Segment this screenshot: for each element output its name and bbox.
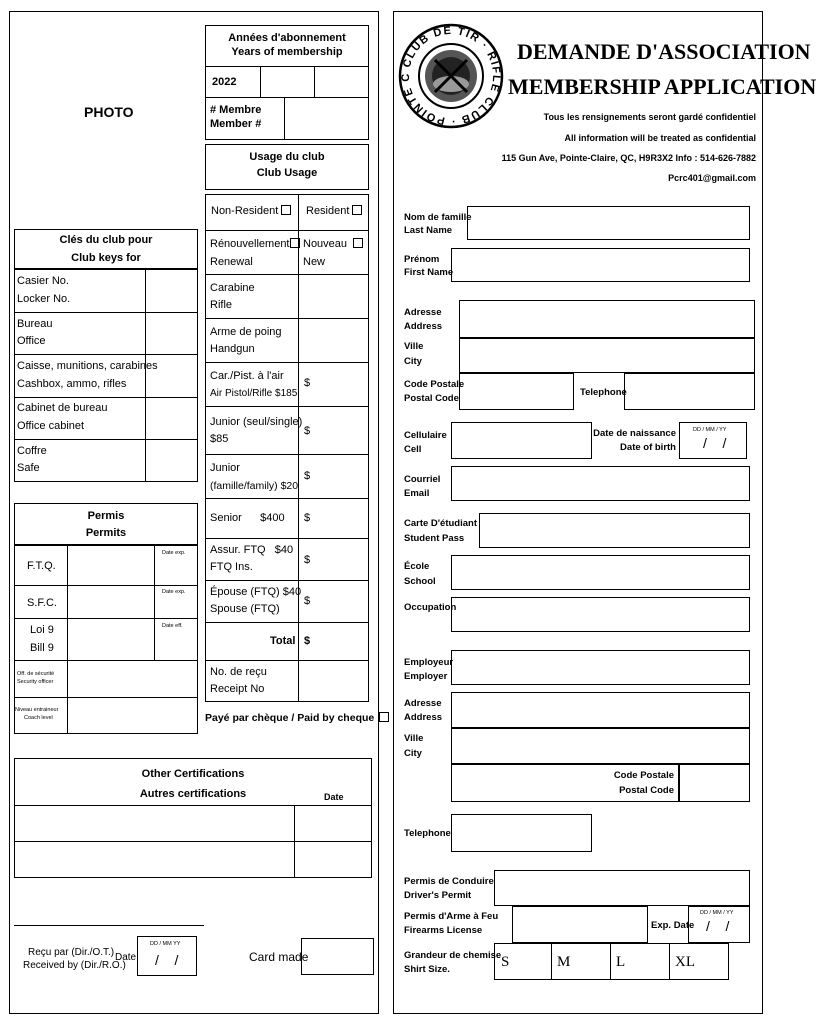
received-by-fr: Reçu par (Dir./O.T.) bbox=[28, 947, 115, 958]
email-field[interactable] bbox=[451, 466, 750, 501]
employer-postal-label-fr: Code Postale bbox=[613, 770, 674, 781]
new-option[interactable]: Nouveau bbox=[303, 238, 363, 251]
key-cabinet-fr: Cabinet de bureau bbox=[17, 402, 108, 414]
card-made-field[interactable] bbox=[301, 938, 374, 975]
non-resident-option[interactable]: Non-Resident bbox=[211, 205, 291, 218]
first-name-label-fr: Prénom bbox=[404, 254, 440, 265]
key-office-fr: Bureau bbox=[17, 318, 53, 330]
key-locker-en: Locker No. bbox=[17, 293, 71, 305]
student-pass-label-fr: Carte D'étudiant bbox=[404, 518, 477, 529]
postal-code-label-fr: Code Postale bbox=[404, 379, 465, 390]
fee-air-l2: Air Pistol/Rifle $185 bbox=[210, 388, 298, 399]
key-safe-en: Safe bbox=[17, 462, 40, 474]
permit-sfc-date-label: Date exp. bbox=[162, 589, 186, 595]
permits-title-en: Permits bbox=[85, 527, 127, 539]
other-cert-title-fr: Autres certifications bbox=[139, 788, 247, 800]
fee-spouse-l1: Épouse (FTQ) $40 bbox=[210, 586, 302, 598]
form-title-en: MEMBERSHIP APPLICATION bbox=[508, 74, 816, 99]
club-keys-title-en: Club keys for bbox=[71, 252, 141, 264]
fee-handgun-l2: Handgun bbox=[210, 343, 255, 355]
drivers-permit-label-en: Driver's Permit bbox=[404, 890, 472, 901]
photo-label: PHOTO bbox=[84, 104, 134, 120]
other-cert-date-header: Date bbox=[324, 792, 344, 802]
shirt-size-label-en: Shirt Size. bbox=[404, 964, 450, 975]
other-cert-title-en: Other Certifications bbox=[141, 768, 245, 780]
shirt-size-s-label: S bbox=[501, 954, 510, 970]
employer-field[interactable] bbox=[451, 650, 750, 685]
club-email: Pcrc401@gmail.com bbox=[668, 173, 756, 183]
employer-address-field[interactable] bbox=[451, 692, 750, 728]
address-label-fr: Adresse bbox=[404, 307, 442, 318]
email-label-fr: Courriel bbox=[404, 474, 441, 485]
total-label: Total bbox=[270, 635, 296, 647]
member-number-fr: # Membre bbox=[210, 104, 262, 116]
key-office-en: Office bbox=[17, 335, 46, 347]
received-date-label: Date bbox=[115, 952, 137, 963]
city-field[interactable] bbox=[459, 338, 755, 373]
fee-ftq-ins-amount: $ bbox=[304, 554, 311, 566]
fee-air-amount: $ bbox=[304, 377, 311, 389]
permits-table bbox=[14, 545, 198, 734]
shirt-size-m-label: M bbox=[557, 954, 571, 970]
fee-spouse-l2: Spouse (FTQ) bbox=[210, 603, 280, 615]
club-address: 115 Gun Ave, Pointe-Claire, QC, H9R3X2 Info : 514-626-7882 bbox=[501, 153, 756, 163]
key-safe-fr: Coffre bbox=[17, 445, 47, 457]
last-name-label-fr: Nom de famille bbox=[404, 212, 472, 223]
renewal-option[interactable]: Rénouvellement bbox=[210, 238, 300, 251]
new-checkbox[interactable] bbox=[353, 238, 363, 248]
permit-bill9-date-label: Date eff. bbox=[162, 623, 183, 629]
drivers-permit-label-fr: Permis de Conduire bbox=[404, 876, 494, 887]
fee-junior-single-l1: Junior (seul/single) bbox=[210, 416, 303, 428]
key-locker-fr: Casier No. bbox=[17, 275, 69, 287]
key-cashbox-fr: Caisse, munitions, carabines bbox=[17, 360, 158, 372]
club-usage-fr: Usage du club bbox=[249, 151, 325, 163]
years-title-en: Years of membership bbox=[231, 46, 343, 58]
postal-code-label-en: Postal Code bbox=[404, 393, 459, 404]
employer-postal-field[interactable] bbox=[679, 764, 750, 802]
fee-air-l1: Car./Pist. à l'air bbox=[210, 370, 284, 382]
fee-rifle-l1: Carabine bbox=[210, 282, 255, 294]
year-3-field[interactable] bbox=[315, 66, 369, 98]
resident-option[interactable]: Resident bbox=[306, 205, 362, 218]
postal-code-field[interactable] bbox=[459, 373, 574, 410]
city-label-en: City bbox=[404, 356, 422, 367]
school-label-en: School bbox=[404, 576, 436, 587]
year-2022: 2022 bbox=[212, 76, 237, 88]
telephone2-field[interactable] bbox=[451, 814, 592, 852]
telephone-label: Telephone bbox=[580, 387, 627, 398]
coach-level-fr: Niveau entraineur bbox=[15, 707, 59, 713]
fee-junior-single-l2: $85 bbox=[210, 433, 229, 445]
occupation-label: Occupation bbox=[404, 602, 457, 613]
receipt-fr: No. de reçu bbox=[210, 666, 267, 678]
fee-junior-family-l1: Junior bbox=[210, 462, 240, 474]
renewal-checkbox[interactable] bbox=[290, 238, 300, 248]
cell-field[interactable] bbox=[451, 422, 592, 459]
fee-handgun-l1: Arme de poing bbox=[210, 326, 282, 338]
received-by-en: Received by (Dir./R.O.) bbox=[23, 960, 126, 971]
city-label-fr: Ville bbox=[404, 341, 424, 352]
employer-address-label-fr: Adresse bbox=[404, 698, 442, 709]
permit-bill9-fr: Loi 9 bbox=[30, 624, 54, 636]
dob-slashes: / / bbox=[703, 435, 727, 451]
fee-ftq-ins-l2: FTQ Ins. bbox=[210, 561, 253, 573]
years-title-fr: Années d'abonnement bbox=[228, 32, 346, 44]
club-logo bbox=[397, 22, 505, 130]
form-title-fr: DEMANDE D'ASSOCIATION bbox=[517, 39, 811, 64]
firearms-license-field[interactable] bbox=[512, 906, 648, 943]
confidential-fr: Tous les rensignements seront gardé confidentiel bbox=[543, 112, 756, 122]
key-cabinet-en: Office cabinet bbox=[17, 420, 85, 432]
exp-date-label: Exp. Date bbox=[651, 920, 695, 931]
student-pass-label-en: Student Pass bbox=[404, 533, 465, 544]
new-en: New bbox=[303, 256, 326, 268]
address-label-en: Address bbox=[404, 321, 443, 332]
employer-city-label-fr: Ville bbox=[404, 733, 424, 744]
permit-ftq: F.T.Q. bbox=[27, 560, 56, 572]
shirt-size-label-fr: Grandeur de chemise bbox=[404, 950, 502, 961]
dob-label-en: Date of birth bbox=[620, 442, 676, 453]
permit-sfc: S.F.C. bbox=[27, 597, 57, 609]
first-name-label-en: First Name bbox=[404, 267, 454, 278]
fee-rifle-l2: Rifle bbox=[210, 299, 233, 311]
first-name-field[interactable] bbox=[451, 248, 750, 282]
firearms-license-label-en: Firearms License bbox=[404, 925, 483, 936]
cell-label-en: Cell bbox=[404, 444, 422, 455]
shirt-size-l-label: L bbox=[616, 954, 626, 970]
club-usage-en: Club Usage bbox=[256, 167, 318, 179]
security-officer-en: Security officer bbox=[17, 679, 54, 685]
receipt-field[interactable] bbox=[299, 661, 369, 702]
renewal-en: Renewal bbox=[210, 256, 253, 268]
card-made-label: Card made bbox=[249, 950, 309, 964]
permits-title-fr: Permis bbox=[87, 510, 125, 522]
telephone2-label: Telephone bbox=[404, 828, 451, 839]
employer-label-en: Employer bbox=[404, 671, 448, 682]
occupation-field[interactable] bbox=[451, 597, 750, 632]
security-officer-fr: Off. de sécurité bbox=[17, 671, 55, 677]
cell-label-fr: Cellulaire bbox=[404, 430, 447, 441]
shirt-size-xl-label: XL bbox=[675, 954, 695, 970]
club-keys-title-fr: Clés du club pour bbox=[59, 234, 153, 246]
resident-checkbox[interactable] bbox=[352, 205, 362, 215]
exp-date-format: DD / MM / YY bbox=[700, 910, 734, 916]
employer-address-label-en: Address bbox=[404, 712, 443, 723]
school-field[interactable] bbox=[451, 555, 750, 590]
address-field[interactable] bbox=[459, 300, 755, 338]
member-number-en: Member # bbox=[210, 118, 262, 130]
permit-bill9-en: Bill 9 bbox=[30, 642, 54, 654]
dob-label-fr: Date de naissance bbox=[593, 428, 676, 439]
fee-spouse-amount: $ bbox=[304, 595, 311, 607]
drivers-permit-field[interactable] bbox=[494, 870, 750, 906]
employer-postal-label-en: Postal Code bbox=[619, 785, 674, 796]
coach-level-en: Coach level bbox=[24, 715, 53, 721]
last-name-label-en: Last Name bbox=[404, 225, 453, 236]
student-pass-field[interactable] bbox=[479, 513, 750, 548]
employer-city-label-en: City bbox=[404, 748, 422, 759]
firearms-license-label-fr: Permis d'Arme à Feu bbox=[404, 911, 499, 922]
dob-format: DD / MM / YY bbox=[693, 427, 727, 433]
fee-junior-family-amount: $ bbox=[304, 470, 311, 482]
exp-date-slashes: / / bbox=[706, 918, 730, 934]
fee-senior: Senior $400 bbox=[210, 512, 285, 524]
member-number-field[interactable] bbox=[285, 97, 369, 140]
permit-ftq-date-label: Date exp. bbox=[162, 550, 186, 556]
year-2-field[interactable] bbox=[260, 66, 315, 98]
confidential-en: All information will be treated as confidential bbox=[564, 133, 756, 143]
fee-senior-amount: $ bbox=[304, 512, 311, 524]
received-date-format: DD / MM YY bbox=[150, 941, 181, 947]
signature-line bbox=[14, 925, 204, 926]
receipt-en: Receipt No bbox=[210, 683, 265, 695]
telephone-field[interactable] bbox=[624, 373, 755, 410]
received-date-slashes: / / bbox=[155, 952, 179, 968]
employer-label-fr: Employeur bbox=[404, 657, 454, 668]
email-label-en: Email bbox=[404, 488, 430, 499]
school-label-fr: École bbox=[404, 561, 430, 572]
last-name-field[interactable] bbox=[467, 206, 750, 240]
key-cashbox-en: Cashbox, ammo, rifles bbox=[17, 378, 127, 390]
non-resident-checkbox[interactable] bbox=[281, 205, 291, 215]
total-amount: $ bbox=[304, 635, 311, 647]
paid-cheque-option[interactable]: Payé par chèque / Paid by cheque bbox=[205, 712, 389, 725]
employer-city-field[interactable] bbox=[451, 728, 750, 764]
svg-text:CLUB DE TIR · RIFLE CLUB · POI: CLUB DE TIR · RIFLE CLUB · POINTE C bbox=[399, 24, 503, 128]
fee-junior-single-amount: $ bbox=[304, 425, 311, 437]
fee-ftq-ins-l1: Assur. FTQ $40 bbox=[210, 544, 294, 556]
fee-junior-family-l2: (famille/family) $20 bbox=[210, 480, 299, 492]
club-usage-table bbox=[205, 194, 369, 702]
paid-cheque-checkbox[interactable] bbox=[379, 712, 389, 722]
